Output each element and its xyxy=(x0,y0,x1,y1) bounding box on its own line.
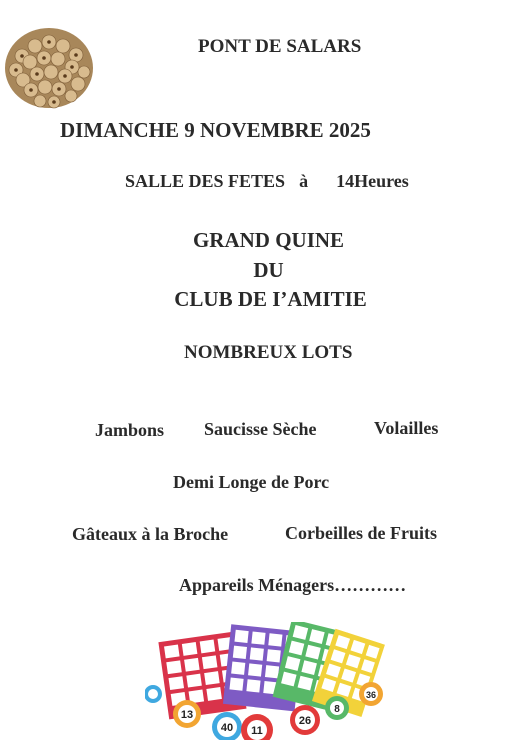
prize-item: Demi Longe de Porc xyxy=(173,472,330,492)
event-title-line-3: CLUB DE I’AMITIE xyxy=(174,287,367,311)
ball-number: 40 xyxy=(220,722,234,734)
event-time: 14Heures xyxy=(336,171,409,191)
lots-heading: NOMBREUX LOTS xyxy=(184,342,353,363)
ball-number: 13 xyxy=(180,709,194,721)
prize-item: Saucisse Sèche xyxy=(204,419,317,439)
prize-item: Gâteaux à la Broche xyxy=(72,524,229,544)
prize-item: Corbeilles de Fruits xyxy=(285,523,437,543)
prize-item: Volailles xyxy=(374,418,439,438)
bingo-balls-image xyxy=(2,22,96,110)
venue-separator: à xyxy=(299,171,309,191)
ball-number: 36 xyxy=(365,690,377,700)
event-date: DIMANCHE 9 NOVEMBRE 2025 xyxy=(60,118,371,142)
ball-number: 26 xyxy=(298,715,312,727)
venue-name: SALLE DES FETES xyxy=(125,171,286,191)
event-title-line-1: GRAND QUINE xyxy=(192,228,345,252)
venue-line xyxy=(125,171,409,192)
event-title-line-2: DU xyxy=(253,258,284,282)
bingo-cards-image xyxy=(145,622,385,740)
prize-item: Jambons xyxy=(95,420,165,440)
ball-number: 11 xyxy=(251,725,263,737)
prize-item: Appareils Ménagers………… xyxy=(179,575,407,595)
ball-number: 8 xyxy=(334,704,340,715)
town-title: PONT DE SALARS xyxy=(198,36,362,57)
